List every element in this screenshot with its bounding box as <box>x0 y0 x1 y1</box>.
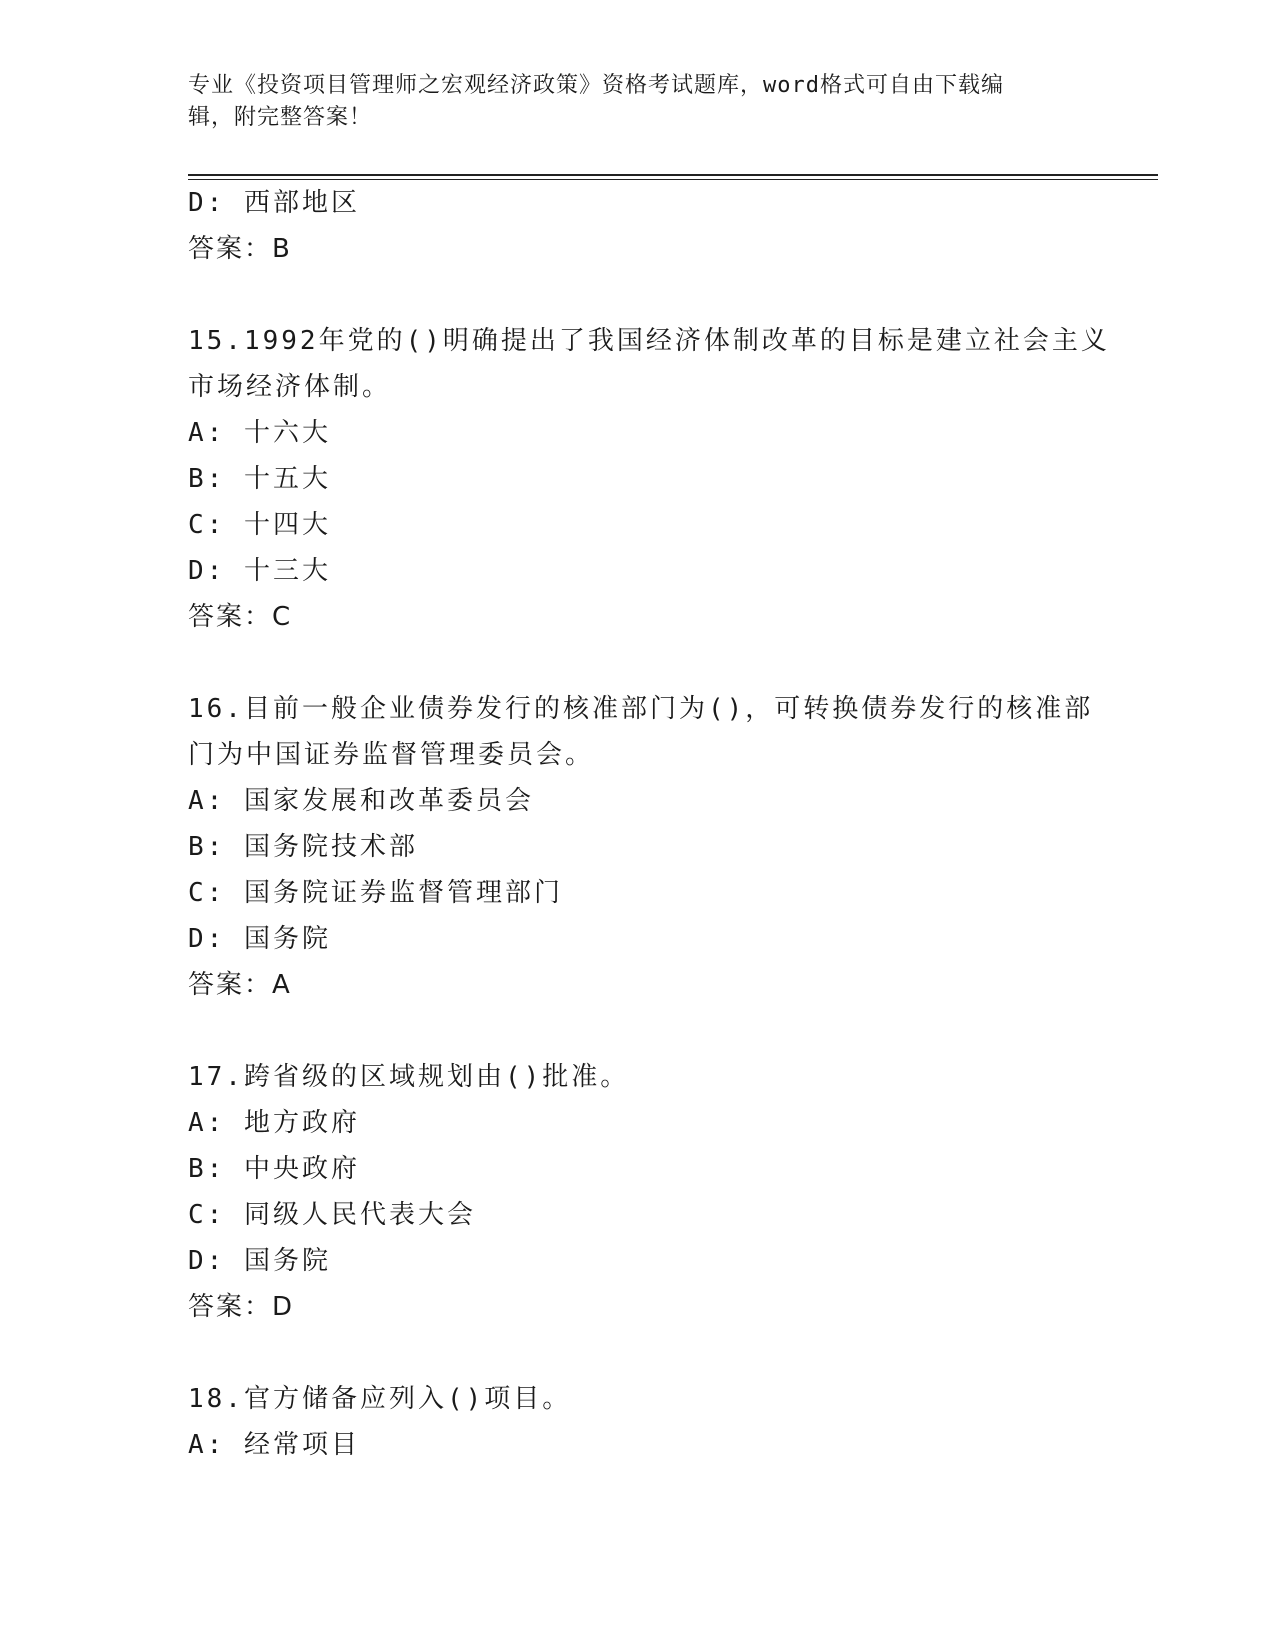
question-block-17 <box>188 1054 1158 1330</box>
question-text: 17.跨省级的区域规划由()批准。 <box>188 1062 630 1092</box>
option-a: A: 国家发展和改革委员会 <box>188 786 534 816</box>
question-text-cont: 门为中国证券监督管理委员会。 <box>188 740 595 770</box>
option-c: C: 十四大 <box>188 510 331 540</box>
question-text: 15.1992年党的()明确提出了我国经济体制改革的目标是建立社会主义 <box>188 326 1110 356</box>
answer: 答案：D <box>188 1292 295 1322</box>
option-c: C: 同级人民代表大会 <box>188 1200 476 1230</box>
option-b: B: 十五大 <box>188 464 331 494</box>
option-d: D: 十三大 <box>188 556 331 586</box>
question-block-16 <box>188 686 1158 1008</box>
question-text: 16.目前一般企业债券发行的核准部门为()，可转换债券发行的核准部 <box>188 694 1094 724</box>
question-block-15 <box>188 318 1158 640</box>
header-line-2: 辑，附完整答案！ <box>188 105 373 130</box>
header-line-1: 专业《投资项目管理师之宏观经济政策》资格考试题库，word格式可自由下载编 <box>188 73 1004 98</box>
document-page <box>188 70 1158 1468</box>
answer: 答案：A <box>188 970 292 1000</box>
answer: 答案：B <box>188 234 292 264</box>
answer: 答案：C <box>188 602 293 632</box>
option-a: A: 经常项目 <box>188 1430 360 1460</box>
question-text: 18.官方储备应列入()项目。 <box>188 1384 572 1414</box>
option-c: C: 国务院证券监督管理部门 <box>188 878 563 908</box>
option-d: D: 国务院 <box>188 924 331 954</box>
question-block-14-tail <box>188 180 1158 272</box>
option-d: D: 国务院 <box>188 1246 331 1276</box>
option-b: B: 国务院技术部 <box>188 832 418 862</box>
question-text-cont: 市场经济体制。 <box>188 372 392 402</box>
question-block-18 <box>188 1376 1158 1468</box>
option-d: D: 西部地区 <box>188 188 360 218</box>
option-b: B: 中央政府 <box>188 1154 360 1184</box>
option-a: A: 十六大 <box>188 418 331 448</box>
document-header <box>188 70 1158 134</box>
option-a: A: 地方政府 <box>188 1108 360 1138</box>
